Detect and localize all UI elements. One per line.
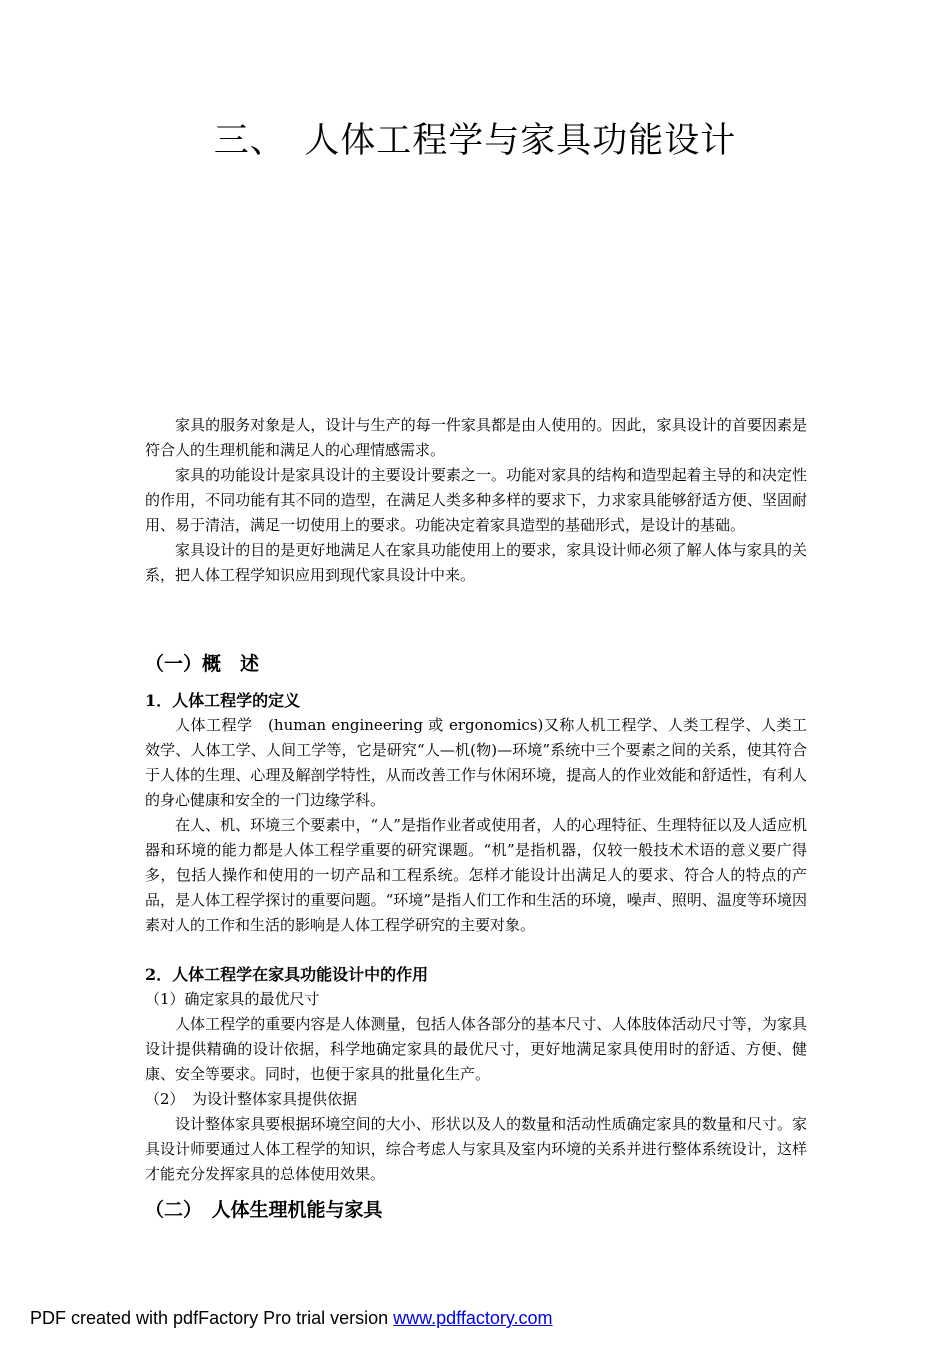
footer-link[interactable]: www.pdffactory.com xyxy=(393,1308,553,1328)
subsection-heading-role: 2．人体工程学在家具功能设计中的作用 xyxy=(145,965,429,984)
definition-paragraph-1: 人体工程学 (human engineering 或 ergonomics)又称人机工程学、人类工程学、人类工效学、人体工学、人间工学等，它是研究“人—机(物)—环境”系统中三个要素之间的关系，使其符合于人体的生理、心理及解剖学特性，从而改善工作与休闲环境，提高人的作业效能和舒适性，有利人的身心健康和安全的一门边缘学科。 xyxy=(145,716,807,809)
role-item-1-paragraph: 人体工程学的重要内容是人体测量，包括人体各部分的基本尺寸、人体肢体活动尺寸等，为家具设计提供精确的设计依据，科学地确定家具的最优尺寸，更好地满足家具使用时的舒适、方便、健康、安全等要求。同时，也便于家具的批量化生产。 xyxy=(145,1015,807,1083)
subsection-definition xyxy=(145,688,807,938)
role-item-1-label: （1）确定家具的最优尺寸 xyxy=(145,990,320,1008)
section-heading-physiology: （二） 人体生理机能与家具 xyxy=(145,1199,383,1221)
section-physiology xyxy=(145,1196,807,1224)
definition-paragraph-2: 在人、机、环境三个要素中，“人”是指作业者或使用者，人的心理特征、生理特征以及人适应机器和环境的能力都是人体工程学重要的研究课题。“机”是指机器，仅较一般技术术语的意义要广得多，包括人操作和使用的一切产品和工程系统。怎样才能设计出满足人的要求、符合人的特点的产品，是人体工程学探讨的重要问题。“环境”是指人们工作和生活的环境，噪声、照明、温度等环境因素对人的工作和生活的影响是人体工程学研究的主要对象。 xyxy=(145,816,807,934)
footer-text: PDF created with pdfFactory Pro trial version xyxy=(30,1308,394,1328)
role-item-2-paragraph: 设计整体家具要根据环境空间的大小、形状以及人的数量和活动性质确定家具的数量和尺寸。家具设计师要通过人体工程学的知识，综合考虑人与家具及室内环境的关系并进行整体系统设计，这样才能充分发挥家具的总体使用效果。 xyxy=(145,1115,807,1183)
pdf-footer xyxy=(30,1305,553,1331)
intro-paragraph-1: 家具的服务对象是人，设计与生产的每一件家具都是由人使用的。因此，家具设计的首要因素是符合人的生理机能和满足人的心理情感需求。 xyxy=(145,416,807,459)
section-heading-overview: （一）概 述 xyxy=(145,653,260,675)
intro-paragraph-3: 家具设计的目的是更好地满足人在家具功能使用上的要求，家具设计师必须了解人体与家具的关系，把人体工程学知识应用到现代家具设计中来。 xyxy=(145,541,807,584)
subsection-heading-definition: 1．人体工程学的定义 xyxy=(145,691,301,710)
intro-section xyxy=(145,413,807,588)
subsection-role xyxy=(145,962,807,1187)
page-title: 三、 人体工程学与家具功能设计 xyxy=(213,121,737,161)
role-item-2-label: （2） 为设计整体家具提供依据 xyxy=(145,1090,358,1108)
section-overview xyxy=(145,650,807,678)
intro-paragraph-2: 家具的功能设计是家具设计的主要设计要素之一。功能对家具的结构和造型起着主导的和决定性的作用，不同功能有其不同的造型，在满足人类多种多样的要求下，力求家具能够舒适方便、坚固耐用、易于清洁，满足一切使用上的要求。功能决定着家具造型的基础形式，是设计的基础。 xyxy=(145,466,807,534)
